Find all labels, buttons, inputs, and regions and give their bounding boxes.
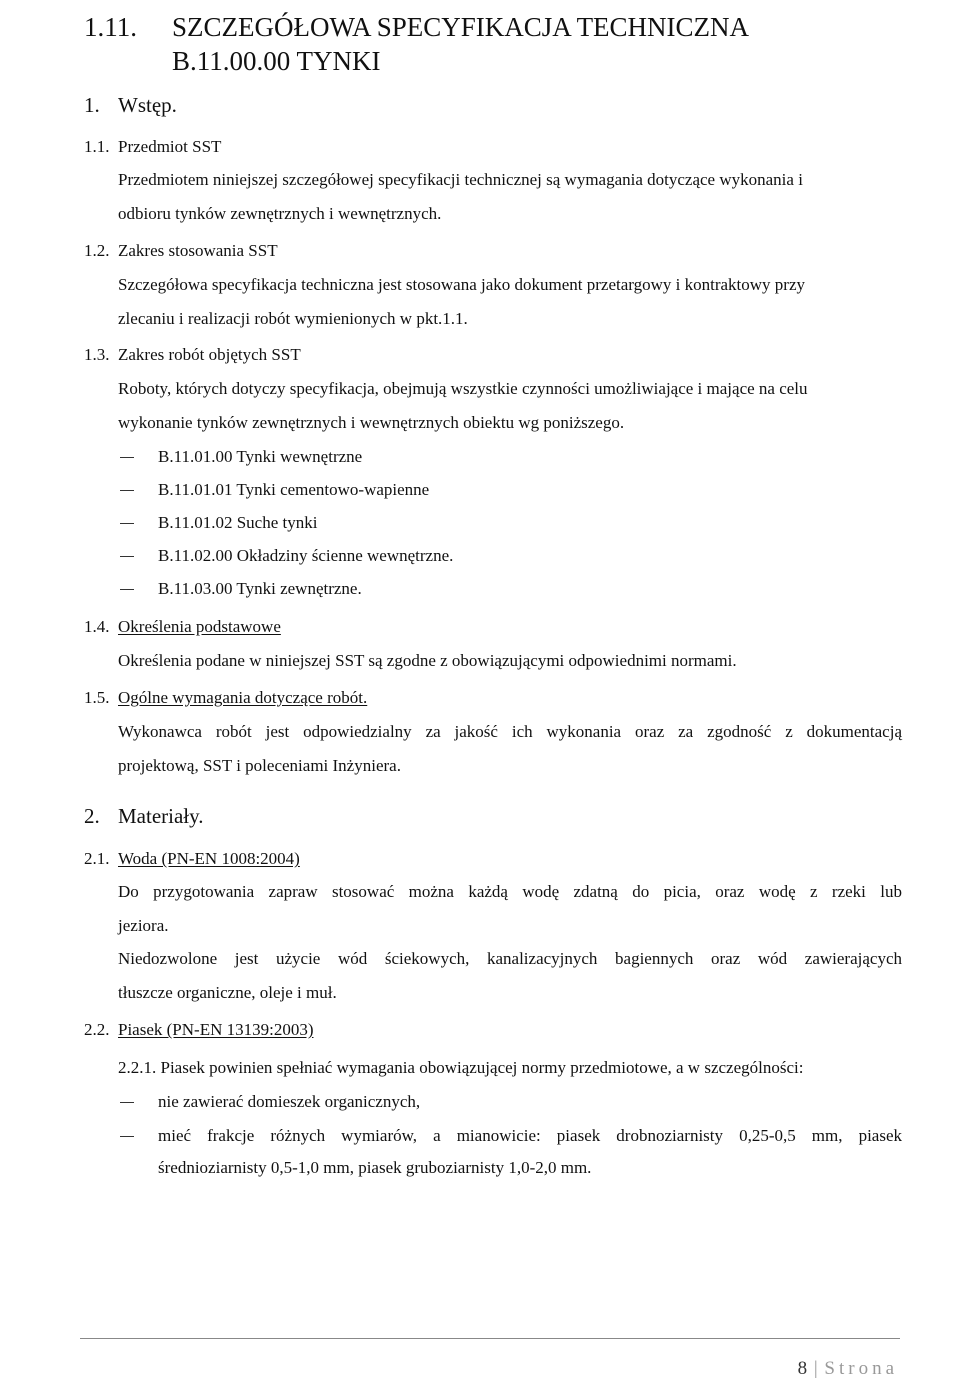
list-item: B.11.01.02 Suche tynki (158, 513, 318, 532)
list-dash (120, 457, 134, 458)
section-1-1-body-line1: Przedmiotem niniejszej szczegółowej specyfikacji technicznej są wymagania dotyczące wykonania i (118, 170, 803, 189)
list-item: B.11.03.00 Tynki zewnętrzne. (158, 579, 362, 598)
section-2-2-title: Piasek (PN-EN 13139:2003) (118, 1020, 314, 1039)
section-1-4-number: 1.4. (84, 617, 110, 636)
title-line2: B.11.00.00 TYNKI (172, 46, 381, 76)
title-line1: SZCZEGÓŁOWA SPECYFIKACJA TECHNICZNA (172, 12, 750, 42)
section-1-5-title: Ogólne wymagania dotyczące robót. (118, 688, 368, 707)
page-label: Strona (824, 1358, 898, 1379)
section-2-1-p2-line1: Niedozwolone jest użycie wód ściekowych, kanalizacyjnych bagiennych oraz wód zawierających (118, 949, 902, 968)
section-1-title: Wstęp. (118, 93, 177, 117)
title-number: 1.11. (84, 12, 137, 42)
section-2-2-1-text: 2.2.1. Piasek powinien spełniać wymagania obowiązującej normy przedmiotowe, a w szczególności: (118, 1058, 804, 1077)
list-item-line2: średnioziarnisty 0,5-1,0 mm, piasek gruboziarnisty 1,0-2,0 mm. (158, 1158, 592, 1177)
section-1-number: 1. (84, 93, 100, 117)
footer-rule (80, 1338, 900, 1339)
page-footer (798, 1358, 898, 1380)
list-dash (120, 1102, 134, 1103)
section-1-2-number: 1.2. (84, 241, 110, 260)
section-2-2-number: 2.2. (84, 1020, 110, 1039)
section-1-1-body-line2: odbioru tynków zewnętrznych i wewnętrznych. (118, 204, 442, 223)
section-1-4-body: Określenia podane w niniejszej SST są zgodne z obowiązującymi odpowiednimi normami. (118, 651, 737, 670)
section-1-4-title: Określenia podstawowe (118, 617, 281, 636)
section-1-5-body-line1: Wykonawca robót jest odpowiedzialny za jakość ich wykonania oraz za zgodność z dokumentacją (118, 722, 902, 741)
list-dash (120, 1136, 134, 1137)
list-item-line1: mieć frakcje różnych wymiarów, a mianowicie: piasek drobnoziarnisty 0,25-0,5 mm, piasek (158, 1126, 902, 1145)
list-item: B.11.01.01 Tynki cementowo-wapienne (158, 480, 430, 499)
section-1-3-body-line2: wykonanie tynków zewnętrznych i wewnętrznych obiektu wg poniższego. (118, 413, 625, 432)
section-2-1-p1-line2: jeziora. (118, 916, 169, 935)
list-dash (120, 556, 134, 557)
section-1-2-title: Zakres stosowania SST (118, 241, 278, 260)
list-item: B.11.02.00 Okładziny ścienne wewnętrzne. (158, 546, 454, 565)
section-1-3-body-line1: Roboty, których dotyczy specyfikacja, obejmują wszystkie czynności umożliwiające i mające na celu (118, 379, 808, 398)
section-1-2-body-line2: zlecaniu i realizacji robót wymienionych w pkt.1.1. (118, 309, 468, 328)
section-1-5-body-line2: projektową, SST i poleceniami Inżyniera. (118, 756, 401, 775)
list-item: nie zawierać domieszek organicznych, (158, 1092, 421, 1111)
section-2-1-title: Woda (PN-EN 1008:2004) (118, 849, 300, 868)
section-1-1-title: Przedmiot SST (118, 137, 222, 156)
section-2-1-p1-line1: Do przygotowania zapraw stosować można każdą wodę zdatną do picia, oraz wodę z rzeki lub (118, 882, 902, 901)
section-2-1-p2-line2: tłuszcze organiczne, oleje i muł. (118, 983, 337, 1002)
list-dash (120, 490, 134, 491)
section-1-1-number: 1.1. (84, 137, 110, 156)
footer-separator: | (813, 1358, 818, 1379)
list-dash (120, 523, 134, 524)
section-1-5-number: 1.5. (84, 688, 110, 707)
list-dash (120, 589, 134, 590)
section-2-title: Materiały. (118, 804, 204, 828)
list-item: B.11.01.00 Tynki wewnętrzne (158, 447, 363, 466)
section-2-number: 2. (84, 804, 100, 828)
page-number: 8 (797, 1358, 808, 1379)
section-2-1-number: 2.1. (84, 849, 110, 868)
section-1-3-number: 1.3. (84, 345, 110, 364)
section-1-3-title: Zakres robót objętych SST (118, 345, 301, 364)
section-1-2-body-line1: Szczegółowa specyfikacja techniczna jest stosowana jako dokument przetargowy i kontraktowy przy (118, 275, 806, 294)
